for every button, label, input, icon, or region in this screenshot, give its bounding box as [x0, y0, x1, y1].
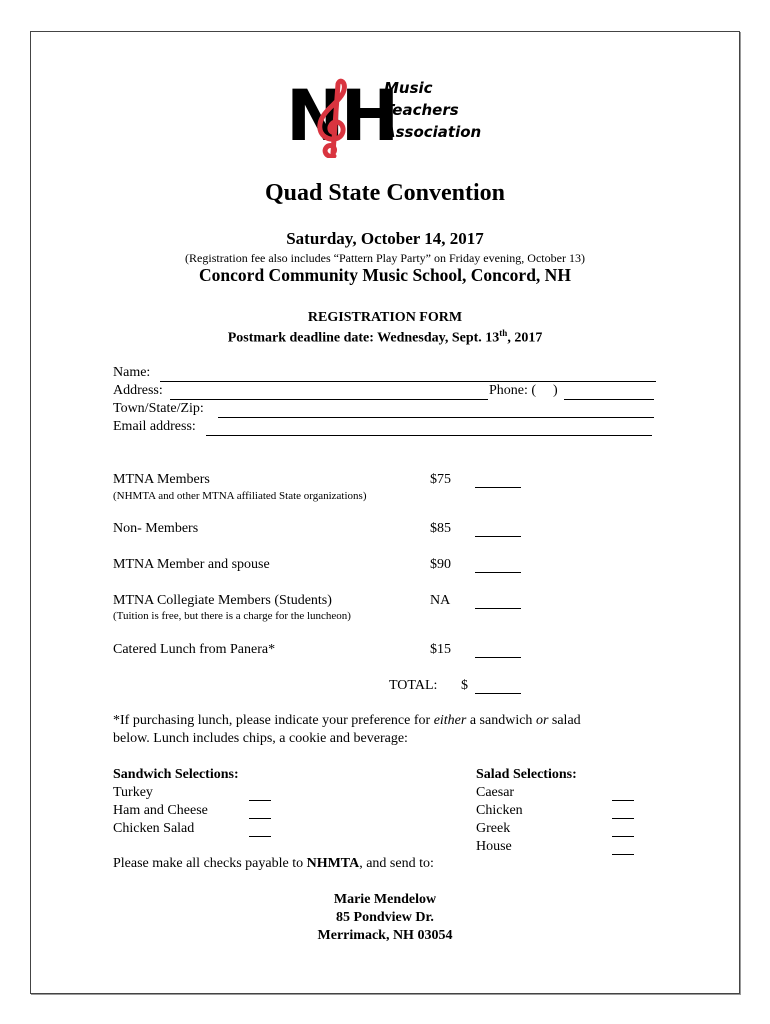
- event-date: Saturday, October 14, 2017: [286, 229, 484, 248]
- mail-street: 85 Pondview Dr.: [336, 910, 434, 925]
- salad-option: House: [476, 839, 512, 854]
- fee-item-price: NA: [430, 593, 451, 608]
- salad-blank[interactable]: [612, 836, 634, 837]
- salad-blank[interactable]: [612, 818, 634, 819]
- fee-item-blank[interactable]: [475, 487, 521, 488]
- fee-item-label: MTNA Members: [113, 472, 210, 487]
- phone-label: Phone: (: [489, 383, 537, 398]
- fee-item-note: (NHMTA and other MTNA affiliated State organizations): [113, 490, 367, 502]
- fee-item-price: $85: [430, 521, 451, 536]
- town-label: Town/State/Zip:: [113, 401, 204, 416]
- sandwich-blank[interactable]: [249, 818, 271, 819]
- form-heading: REGISTRATION FORM: [307, 310, 463, 325]
- phone-field[interactable]: [564, 399, 654, 400]
- venue: Concord Community Music School, Concord, NH: [199, 265, 571, 285]
- sandwich-blank[interactable]: [249, 800, 271, 801]
- fee-item-blank[interactable]: [475, 572, 521, 573]
- mail-recipient: Marie Mendelow: [333, 892, 437, 907]
- name-field[interactable]: [160, 381, 656, 382]
- fee-item-blank[interactable]: [475, 657, 521, 658]
- fee-item-price: $75: [430, 472, 451, 487]
- email-label: Email address:: [113, 419, 196, 434]
- sandwich-option: Ham and Cheese: [113, 803, 208, 818]
- salad-option: Chicken: [476, 803, 523, 818]
- sandwich-heading: Sandwich Selections:: [113, 767, 239, 782]
- logo-line-association: Association: [384, 123, 482, 141]
- fee-item-label: Catered Lunch from Panera*: [113, 642, 276, 657]
- lunch-note-line2: below. Lunch includes chips, a cookie and beverage:: [113, 731, 408, 746]
- town-field[interactable]: [218, 417, 654, 418]
- sandwich-option: Chicken Salad: [113, 821, 195, 836]
- fee-item-blank[interactable]: [475, 608, 521, 609]
- sandwich-option: Turkey: [113, 785, 153, 800]
- payment-instruction: Please make all checks payable to NHMTA, and send to:: [113, 856, 434, 871]
- salad-heading: Salad Selections:: [476, 767, 577, 782]
- fee-note: (Registration fee also includes “Pattern Play Party” on Friday evening, October 13): [185, 251, 585, 265]
- fee-item-price: $15: [430, 642, 451, 657]
- email-field[interactable]: [206, 435, 652, 436]
- total-currency: $: [461, 678, 468, 693]
- fee-item-blank[interactable]: [475, 536, 521, 537]
- fee-item-label: Non- Members: [113, 521, 199, 536]
- fee-item-label: MTNA Collegiate Members (Students): [113, 593, 332, 608]
- logo-line-teachers: Teachers: [384, 101, 459, 119]
- sandwich-blank[interactable]: [249, 836, 271, 837]
- salad-option: Caesar: [476, 785, 515, 800]
- total-label: TOTAL:: [389, 678, 438, 693]
- total-blank[interactable]: [475, 693, 521, 694]
- page-border: [30, 31, 740, 994]
- address-field[interactable]: [170, 399, 488, 400]
- phone-paren-close: ): [553, 383, 558, 398]
- logo-line-music: Music: [384, 79, 433, 97]
- logo-nh-mark: NH: [286, 78, 396, 157]
- fee-item-price: $90: [430, 557, 451, 572]
- page-title: Quad State Convention: [264, 180, 506, 206]
- deadline: Postmark deadline date: Wednesday, Sept. 13th, 2017: [227, 328, 543, 346]
- address-label: Address:: [113, 383, 163, 398]
- salad-blank[interactable]: [612, 854, 634, 855]
- fee-item-label: MTNA Member and spouse: [113, 557, 270, 572]
- mail-city: Merrimack, NH 03054: [317, 928, 453, 943]
- name-label: Name:: [113, 365, 151, 380]
- lunch-note: *If purchasing lunch, please indicate your preference for either a sandwich or salad: [113, 713, 581, 728]
- fee-item-note: (Tuition is free, but there is a charge for the luncheon): [113, 610, 351, 622]
- salad-blank[interactable]: [612, 800, 634, 801]
- salad-option: Greek: [476, 821, 511, 836]
